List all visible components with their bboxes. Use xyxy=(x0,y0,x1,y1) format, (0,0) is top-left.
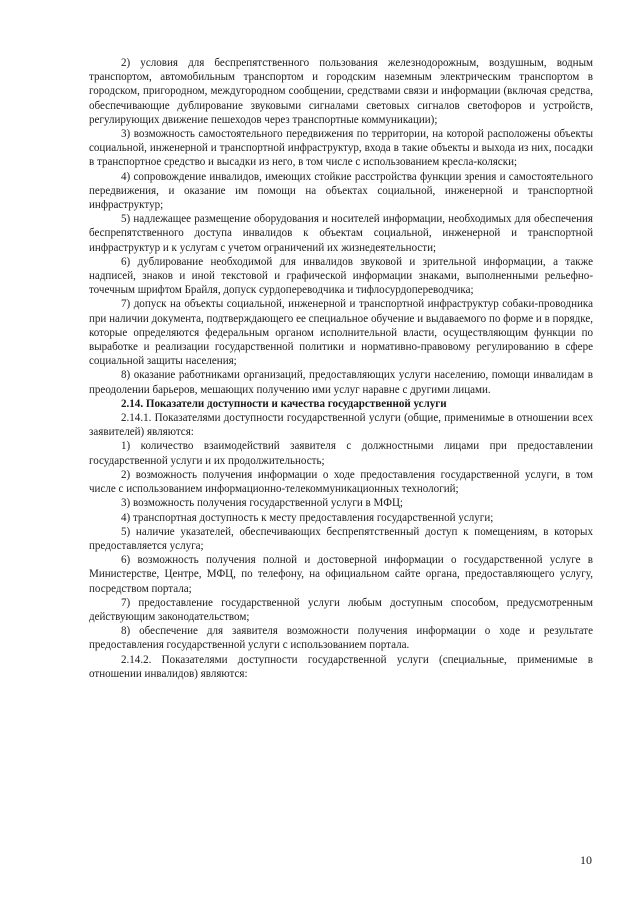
paragraph-2-14-2: 2.14.2. Показателями доступности государственной услуги (специальные, применимые в отношении инвалидов) являются: xyxy=(89,653,593,680)
paragraph-item-3: 3) возможность самостоятельного передвижения по территории, на которой расположены объекты социальной, инженерной и транспортной инфраструктур, входа в такие объекты и выхода из них, посадки в транспортное средство и высадки из него, в том числе с использованием кресла-коляски; xyxy=(89,128,593,169)
paragraph-item-6: 6) дублирование необходимой для инвалидов звуковой и зрительной информации, а также надписей, знаков и иной текстовой и графической информации знаками, выполненными рельефно-точечным шрифтом Брайля, допуск сурдопереводчика и тифлосурдопереводчика; xyxy=(89,255,593,297)
indicator-item-2: 2) возможность получения информации о ходе предоставления государственной услуги, в том числе с использованием информационно-телекоммуникационных технологий; xyxy=(89,468,593,496)
paragraph-item-4: 4) сопровождение инвалидов, имеющих стойкие расстройства функции зрения и самостоятельного передвижения, и оказание им помощи на объектах социальной, инженерной и транспортной инфраструктур; xyxy=(89,170,593,212)
paragraphs-after-heading xyxy=(89,411,593,681)
indicator-item-7: 7) предоставление государственной услуги любым доступным способом, предусмотренным действующим законодательством; xyxy=(89,596,593,623)
paragraph-item-7: 7) допуск на объекты социальной, инженерной и транспортной инфраструктур собаки-проводника при наличии документа, подтверждающего ее специальное обучение и выдаваемого по форме и в порядке, которые определяются федеральным органом исполнительной власти, осуществляющим функции по выработке и реализации государственной политики и нормативно-правовому регулированию в сфере социальной защиты населения; xyxy=(89,298,593,368)
paragraphs-before-heading xyxy=(89,56,593,397)
page-number: 10 xyxy=(580,853,592,867)
paragraph-item-2: 2) условия для беспрепятственного пользования железнодорожным, воздушным, водным транспортом, автомобильным транспортом и городским наземным электрическим транспортом в городском, пригородном, междугородном сообщении, средствами связи и информации (включая средства, обеспечивающие дублирование звуковыми сигналами световых сигналов светофоров и устройств, регулирующих движение пешеходов через транспортные коммуникации); xyxy=(89,57,593,126)
paragraph-2-14-1: 2.14.1. Показателями доступности государственной услуги (общие, применимые в отношении всех заявителей) являются: xyxy=(89,412,593,439)
document-page xyxy=(89,56,593,681)
paragraph-item-8: 8) оказание работниками организаций, предоставляющих услуги населению, помощи инвалидам в преодолении барьеров, мешающих получению ими услуг наравне с другими лицами. xyxy=(89,369,593,396)
indicator-item-1: 1) количество взаимодействий заявителя с должностными лицами при предоставлении государственной услуги и их продолжительность; xyxy=(89,440,593,467)
indicator-item-5: 5) наличие указателей, обеспечивающих беспрепятственный доступ к помещениям, в которых предоставляется услуга; xyxy=(89,525,593,552)
paragraph-item-5: 5) надлежащее размещение оборудования и носителей информации, необходимых для обеспечения беспрепятственного доступа инвалидов к объектам социальной, инженерной и транспортной инфраструктур и к услугам с учетом ограничений их жизнедеятельности; xyxy=(89,213,593,254)
indicator-item-6: 6) возможность получения полной и достоверной информации о государственной услуге в Министерстве, Центре, МФЦ, по телефону, на официальном сайте органа, предоставляющего услугу, посредством портала; xyxy=(89,554,593,595)
indicator-item-3: 3) возможность получения государственной услуги в МФЦ; xyxy=(121,497,403,510)
indicator-item-8: 8) обеспечение для заявителя возможности получения информации о ходе и результате предоставления государственной услуги с использованием портала. xyxy=(89,625,593,652)
section-heading: 2.14. Показатели доступности и качества государственной услуги xyxy=(121,397,447,410)
indicator-item-4: 4) транспортная доступность к месту предоставления государственной услуги; xyxy=(121,511,494,524)
